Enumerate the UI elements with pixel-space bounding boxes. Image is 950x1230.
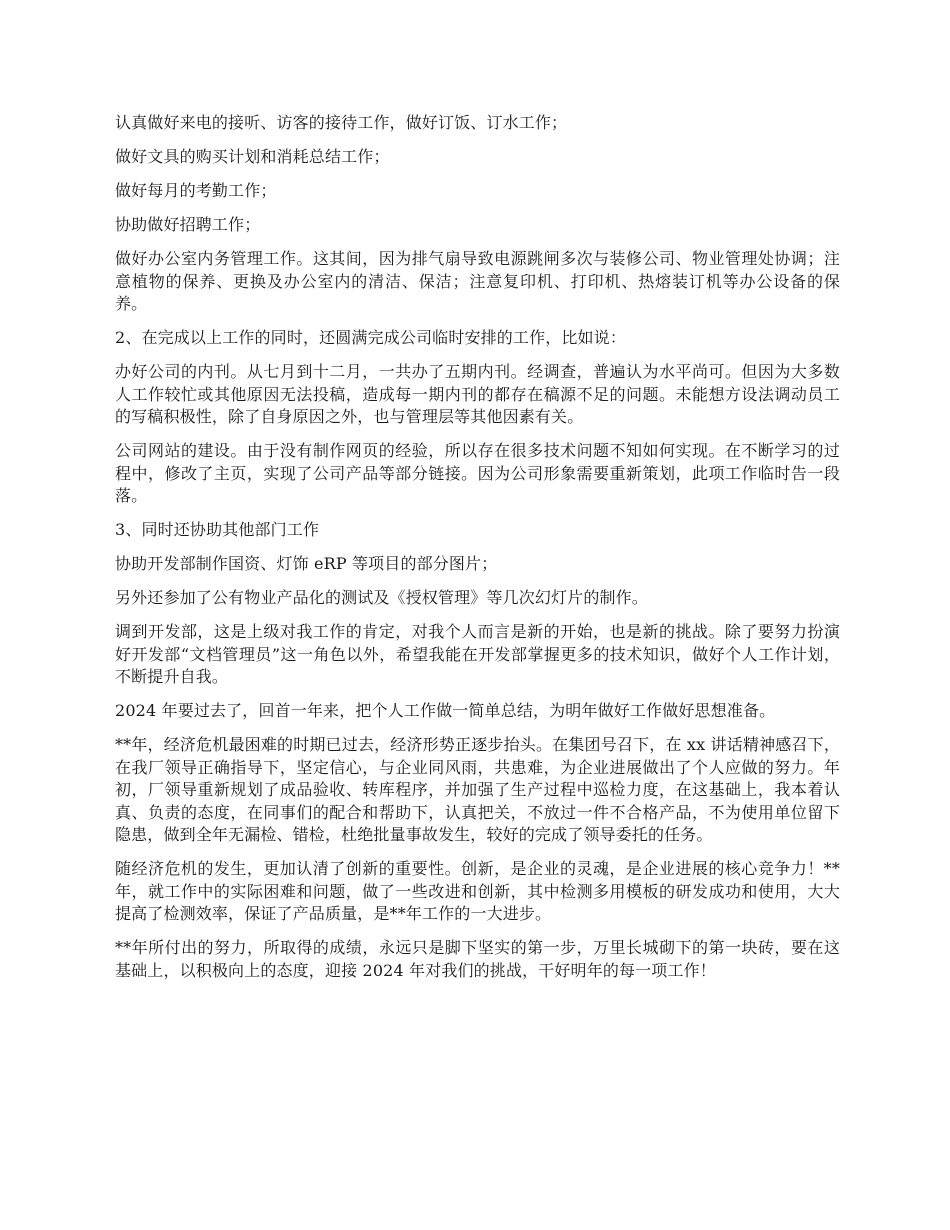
paragraph: 公司网站的建设。由于没有制作网页的经验，所以存在很多技术问题不知如何实现。在不断学习的过程中，修改了主页，实现了公司产品等部分链接。因为公司形象需要重新策划，此项工作临时告一段落。 bbox=[115, 441, 840, 505]
section-heading: 2、在完成以上工作的同时，还圆满完成公司临时安排的工作，比如说： bbox=[115, 328, 626, 347]
document-body bbox=[115, 112, 840, 994]
paragraph: 协助做好招聘工作； bbox=[115, 215, 261, 234]
section-heading: 3、同时还协助其他部门工作 bbox=[115, 520, 320, 539]
paragraph: 办好公司的内刊。从七月到十二月，一共办了五期内刊。经调查，普遍认为水平尚可。但因为大多数人工作较忙或其他原因无法投稿，造成每一期内刊的都存在稿源不足的问题。未能想方设法调动员工的写稿积极性，除了自身原因之外，也与管理层等其他因素有关。 bbox=[115, 362, 840, 426]
paragraph: 另外还参加了公有物业产品化的测试及《授权管理》等几次幻灯片的制作。 bbox=[115, 588, 648, 607]
paragraph: **年所付出的努力，所取得的成绩，永远只是脚下坚实的第一步，万里长城砌下的第一块砖，要在这基础上，以积极向上的态度，迎接 2024 年对我们的挑战，干好明年的每一项工作！ bbox=[115, 938, 840, 980]
paragraph: 认真做好来电的接听、访客的接待工作，做好订饭、订水工作； bbox=[115, 113, 568, 132]
paragraph: 随经济危机的发生，更加认清了创新的重要性。创新，是企业的灵魂，是企业进展的核心竞争力！**年，就工作中的实际困难和问题，做了一些改进和创新，其中检测多用模板的研发成功和使用，大大提高了检测效率，保证了产品质量，是**年工作的一大进步。 bbox=[115, 859, 840, 923]
paragraph: 做好文具的购买计划和消耗总结工作； bbox=[115, 147, 390, 166]
paragraph: 2024 年要过去了，回首一年来，把个人工作做一简单总结，为明年做好工作做好思想准备。 bbox=[115, 701, 776, 720]
paragraph: **年，经济危机最困难的时期已过去，经济形势正逐步抬头。在集团号召下，在 xx 讲话精神感召下，在我厂领导正确指导下，坚定信心，与企业同风雨，共患难，为企业进展做出了个人应做的努力。年初，厂领导重新规划了成品验收、转库程序，并加强了生产过程中巡检力度，在这基础上，我本着认真、负责的态度，在同事们的配合和帮助下，认真把关，不放过一件不合格产品，不为使用单位留下隐患，做到全年无漏检、错检，杜绝批量事故发生，较好的完成了领导委托的任务。 bbox=[115, 735, 840, 844]
paragraph: 协助开发部制作国资、灯饰 eRP 等项目的部分图片； bbox=[115, 554, 498, 573]
paragraph: 做好每月的考勤工作； bbox=[115, 181, 277, 200]
paragraph: 调到开发部，这是上级对我工作的肯定，对我个人而言是新的开始，也是新的挑战。除了要努力扮演好开发部“文档管理员”这一角色以外，希望我能在开发部掌握更多的技术知识，做好个人工作计划，不断提升自我。 bbox=[115, 622, 840, 686]
paragraph: 做好办公室内务管理工作。这其间，因为排气扇导致电源跳闸多次与装修公司、物业管理处协调；注意植物的保养、更换及办公室内的清洁、保洁；注意复印机、打印机、热熔装订机等办公设备的保养。 bbox=[115, 249, 840, 313]
